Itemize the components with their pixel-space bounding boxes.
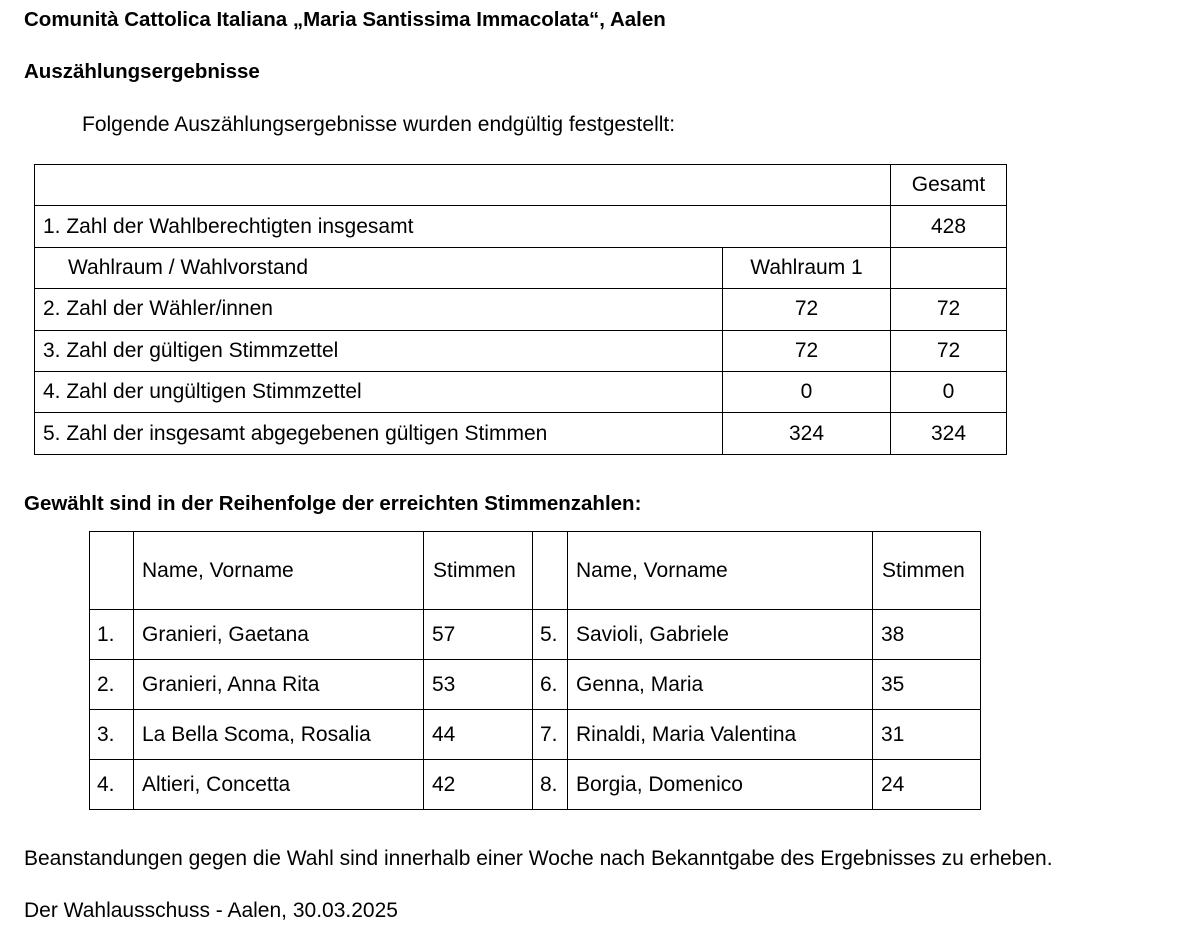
room-header-room1: Wahlraum 1 (723, 247, 891, 288)
candidate-votes-right: 35 (873, 660, 981, 710)
elected-row (90, 710, 981, 760)
candidate-name-right: Rinaldi, Maria Valentina (568, 710, 873, 760)
results-row-total: 0 (891, 371, 1007, 412)
signature-line: Der Wahlausschuss - Aalen, 30.03.2025 (24, 899, 398, 922)
candidate-name-right: Genna, Maria (568, 660, 873, 710)
results-row-label: 2. Zahl der Wähler/innen (35, 289, 723, 330)
elected-header-row (90, 532, 981, 610)
results-row-room1: 72 (723, 330, 891, 371)
objection-note: Beanstandungen gegen die Wahl sind innerhalb einer Woche nach Bekanntgabe des Ergebnisses zu erheben. (24, 847, 1053, 870)
rank-right: 5. (533, 610, 568, 660)
results-table (34, 164, 1007, 455)
gesamt-header: Gesamt (891, 165, 1007, 206)
results-row-label: 5. Zahl der insgesamt abgegebenen gültigen Stimmen (35, 413, 723, 454)
candidate-name-left: Altieri, Concetta (134, 760, 424, 810)
room-header-empty (891, 247, 1007, 288)
rank-left: 1. (90, 610, 134, 660)
results-row-total: 324 (891, 413, 1007, 454)
rank-right: 8. (533, 760, 568, 810)
elected-row (90, 760, 981, 810)
name-header-right: Name, Vorname (568, 532, 873, 610)
candidate-votes-left: 57 (424, 610, 533, 660)
elected-title: Gewählt sind in der Reihenfolge der erreichten Stimmenzahlen: (24, 492, 642, 515)
results-row (35, 371, 1007, 412)
results-row-room1: 324 (723, 413, 891, 454)
candidate-votes-left: 44 (424, 710, 533, 760)
eligible-label: 1. Zahl der Wahlberechtigten insgesamt (35, 206, 891, 247)
results-row-total: 72 (891, 289, 1007, 330)
votes-header-right: Stimmen (873, 532, 981, 610)
candidate-votes-right: 24 (873, 760, 981, 810)
rank-header-left (90, 532, 134, 610)
candidate-votes-right: 31 (873, 710, 981, 760)
rank-left: 2. (90, 660, 134, 710)
candidate-name-left: Granieri, Anna Rita (134, 660, 424, 710)
intro-text: Folgende Auszählungsergebnisse wurden endgültig festgestellt: (82, 113, 676, 136)
rank-right: 7. (533, 710, 568, 760)
rank-left: 4. (90, 760, 134, 810)
candidate-name-left: La Bella Scoma, Rosalia (134, 710, 424, 760)
results-header-empty (35, 165, 891, 206)
rank-header-right (533, 532, 568, 610)
candidate-name-left: Granieri, Gaetana (134, 610, 424, 660)
elected-table (89, 531, 981, 810)
results-row-room1: 0 (723, 371, 891, 412)
candidate-name-right: Borgia, Domenico (568, 760, 873, 810)
results-row-room-header (35, 247, 1007, 288)
rank-right: 6. (533, 660, 568, 710)
elected-row (90, 660, 981, 710)
name-header-left: Name, Vorname (134, 532, 424, 610)
results-row (35, 413, 1007, 454)
results-row (35, 330, 1007, 371)
results-header-row (35, 165, 1007, 206)
elected-row (90, 610, 981, 660)
results-row-label: 3. Zahl der gültigen Stimmzettel (35, 330, 723, 371)
room-header-label: Wahlraum / Wahlvorstand (35, 247, 723, 288)
candidate-votes-left: 42 (424, 760, 533, 810)
document-title: Comunità Cattolica Italiana „Maria Santissima Immacolata“, Aalen (24, 8, 666, 31)
rank-left: 3. (90, 710, 134, 760)
results-row-eligible (35, 206, 1007, 247)
results-row-room1: 72 (723, 289, 891, 330)
candidate-name-right: Savioli, Gabriele (568, 610, 873, 660)
eligible-total: 428 (891, 206, 1007, 247)
section-title: Auszählungsergebnisse (24, 60, 260, 83)
results-row-label: 4. Zahl der ungültigen Stimmzettel (35, 371, 723, 412)
candidate-votes-left: 53 (424, 660, 533, 710)
results-row-total: 72 (891, 330, 1007, 371)
votes-header-left: Stimmen (424, 532, 533, 610)
candidate-votes-right: 38 (873, 610, 981, 660)
results-row (35, 289, 1007, 330)
